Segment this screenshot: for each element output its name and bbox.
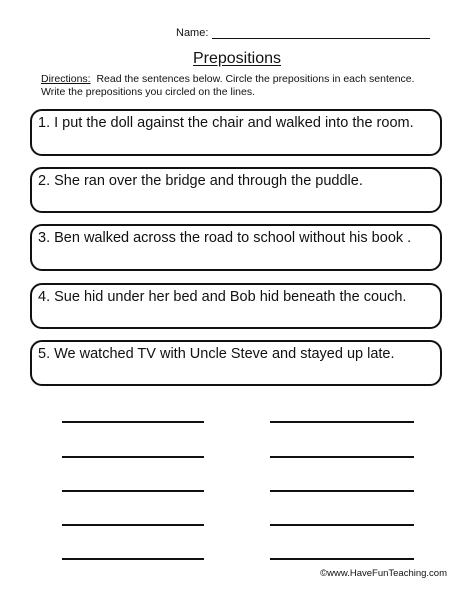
sentence-text-4: 4. Sue hid under her bed and Bob hid beneath the couch. <box>38 289 407 305</box>
directions-block <box>41 73 451 99</box>
answer-line[interactable] <box>270 490 414 492</box>
answer-line[interactable] <box>62 456 204 458</box>
answer-line[interactable] <box>270 558 414 560</box>
answer-line[interactable] <box>270 524 414 526</box>
sentence-text-3: 3. Ben walked across the road to school without his book . <box>38 230 412 246</box>
sentence-box-5 <box>30 340 442 386</box>
sentence-text-2: 2. She ran over the bridge and through the puddle. <box>38 173 363 189</box>
directions-text-1: Read the sentences below. Circle the prepositions in each sentence. <box>96 73 415 85</box>
directions-label: Directions: <box>41 73 91 85</box>
sentence-text-1: 1. I put the doll against the chair and walked into the room. <box>38 115 414 131</box>
page-title: Prepositions <box>192 50 282 67</box>
name-write-line[interactable] <box>212 28 430 39</box>
sentence-box-4 <box>30 283 442 329</box>
sentence-box-1 <box>30 109 442 156</box>
answer-line[interactable] <box>62 524 204 526</box>
sentence-text-5: 5. We watched TV with Uncle Steve and stayed up late. <box>38 346 395 362</box>
answer-line[interactable] <box>62 558 204 560</box>
answer-line[interactable] <box>62 421 204 423</box>
sentence-box-3 <box>30 224 442 271</box>
answer-line[interactable] <box>270 421 414 423</box>
directions-line-1 <box>41 73 451 86</box>
answer-line[interactable] <box>270 456 414 458</box>
name-field-row <box>176 27 430 39</box>
sentence-box-2 <box>30 167 442 213</box>
copyright-footer: ©www.HaveFunTeaching.com <box>320 568 447 579</box>
answer-line[interactable] <box>62 490 204 492</box>
directions-text-2: Write the prepositions you circled on the lines. <box>41 86 255 98</box>
name-label: Name: <box>176 27 209 39</box>
